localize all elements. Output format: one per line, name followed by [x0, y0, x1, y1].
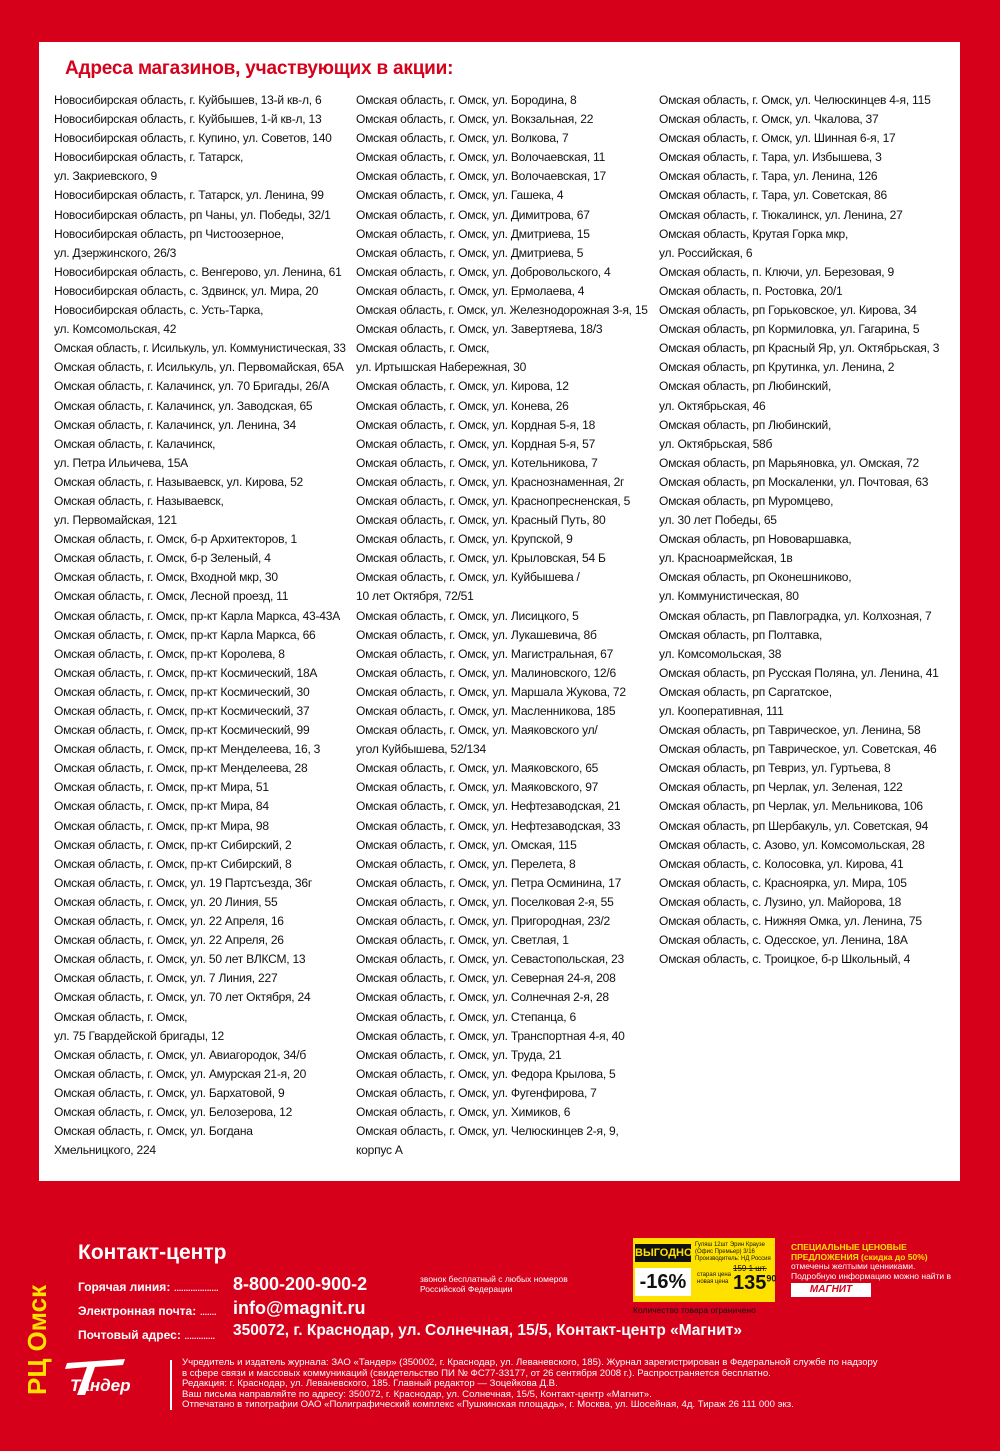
address-line: Новосибирская область, рп Чистоозерное,	[54, 226, 284, 241]
address-line: Новосибирская область, г. Татарск,	[54, 150, 244, 165]
address-line: Омская область, г. Омск, ул. Красный Путь, 80	[356, 513, 606, 528]
address-line: Омская область, г. Омск, ул. Маршала Жукова, 72	[356, 684, 626, 699]
address-line: Омская область, г. Омск, ул. Ермолаева, 4	[356, 283, 585, 298]
postal-label: Почтовый адрес: .............	[78, 1328, 215, 1342]
address-line: Омская область, рп Шербакуль, ул. Советская, 94	[659, 818, 929, 833]
address-line: Омская область, г. Омск, ул. Белозерова, 12	[54, 1104, 293, 1119]
address-line: Омская область, с. Колосовка, ул. Кирова, 41	[659, 856, 904, 871]
address-line: Омская область, г. Омск, ул. Краснопресненская, 5	[356, 493, 631, 508]
address-line: Омская область, г. Омск, ул. Маяковского, 65	[356, 761, 599, 776]
address-line: Омская область, г. Омск, ул. Железнодорожная 3-я, 15	[356, 303, 648, 318]
address-line: ул. Иртышская Набережная, 30	[356, 360, 527, 375]
postal-address: 350072, г. Краснодар, ул. Солнечная, 15/5, Контакт-центр «Магнит»	[233, 1322, 742, 1339]
address-line: Омская область, п. Ключи, ул. Березовая, 9	[659, 264, 894, 279]
address-line: Омская область, г. Омск, ул. Малиновского, 12/6	[356, 665, 616, 680]
promo-badge: ВЫГОДНО	[635, 1244, 691, 1262]
address-line: ул. Октябрьская, 46	[659, 398, 766, 413]
address-line: Новосибирская область, с. Венгерово, ул. Ленина, 61	[54, 264, 342, 279]
address-line: Омская область, г. Омск, ул. Федора Крылова, 5	[356, 1066, 616, 1081]
address-line: Омская область, г. Называевск, ул. Кирова, 52	[54, 474, 304, 489]
promo-new-price: $135^{90}$	[733, 1272, 777, 1294]
address-line: Омская область, г. Омск, ул. 20 Линия, 55	[54, 894, 278, 909]
address-line: Омская область, с. Лузино, ул. Майорова, 18	[659, 894, 902, 909]
address-line: Омская область, г. Омск, ул. Конева, 26	[356, 398, 569, 413]
email-label: Электронная почта: .......	[78, 1304, 216, 1318]
address-line: Новосибирская область, г. Куйбышев, 1-й кв-л, 13	[54, 112, 322, 127]
address-line: Омская область, г. Калачинск, ул. Заводская, 65	[54, 398, 313, 413]
address-line: Омская область, г. Омск, ул. Волочаевская, 11	[356, 150, 606, 165]
magnit-logo: МАГНИТ	[791, 1283, 871, 1297]
address-line: Новосибирская область, г. Татарск, ул. Ленина, 99	[54, 188, 324, 203]
address-column-1	[54, 91, 354, 1160]
address-line: Омская область, г. Омск, ул. Добровольского, 4	[356, 264, 611, 279]
address-line: Омская область, г. Калачинск,	[54, 436, 216, 451]
address-line: Омская область, г. Омск, пр-кт Сибирский, 2	[54, 837, 292, 852]
address-line: корпус А	[356, 1143, 403, 1158]
address-line: Омская область, г. Называевск,	[54, 493, 224, 508]
address-line: Омская область, г. Омск, ул. Челюскинцев 2-я, 9,	[356, 1124, 619, 1139]
promo-product-text: Гуляш 12шт Эрин Краузе (Офис Премьер) 3/16 Производитель: НД Россия	[695, 1242, 771, 1262]
region-label: РЦ Омск	[22, 1284, 52, 1395]
address-line: 10 лет Октября, 72/51	[356, 589, 474, 604]
address-line: Омская область, г. Омск,	[54, 1009, 188, 1024]
promo-note: Количество товара ограничено	[633, 1305, 756, 1315]
address-line: Омская область, Крутая Горка мкр,	[659, 226, 849, 241]
logo-divider	[170, 1360, 172, 1410]
address-line: Омская область, г. Омск, ул. Фугенфирова, 7	[356, 1085, 597, 1100]
address-line: ул. Российская, 6	[659, 245, 753, 260]
address-line: Омская область, г. Омск,	[356, 341, 490, 356]
address-line: Омская область, г. Омск, Лесной проезд, 11	[54, 589, 289, 604]
address-line: Омская область, г. Калачинск, ул. Ленина, 34	[54, 417, 296, 432]
address-line: Омская область, рп Таврическое, ул. Ленина, 58	[659, 723, 921, 738]
address-line: ул. Петра Ильичева, 15А	[54, 455, 188, 470]
address-line: Омская область, г. Омск, пр-кт Мира, 98	[54, 818, 269, 833]
address-line: Омская область, г. Омск, ул. Масленникова, 185	[356, 704, 616, 718]
address-line: ул. Комсомольская, 42	[54, 322, 177, 337]
address-frame	[25, 25, 975, 1198]
email-link[interactable]: info@magnit.ru	[233, 1298, 366, 1318]
address-line: ул. Первомайская, 121	[54, 513, 177, 528]
address-line: Омская область, рп Русская Поляна, ул. Ленина, 41	[659, 665, 939, 680]
address-line: Омская область, г. Исилькуль, ул. Первомайская, 65А	[54, 360, 344, 375]
address-line: Омская область, г. Омск, ул. Волкова, 7	[356, 131, 569, 146]
special-offers-text: СПЕЦИАЛЬНЫЕ ЦЕНОВЫЕ ПРЕДЛОЖЕНИЯ (скидка до 50%) отмечены желтыми ценниками. Подробную информацию можно найти в	[791, 1242, 952, 1281]
address-line: Омская область, г. Омск, ул. Котельникова, 7	[356, 455, 598, 470]
fine-print-line: Ваш письма направляйте по адресу: 350072, г. Краснодар, ул. Солнечная, 15/5, Контакт-центр «Магнит».	[182, 1388, 652, 1400]
address-line: Омская область, г. Омск, ул. Транспортная 4-я, 40	[356, 1028, 625, 1043]
address-line: Омская область, г. Омск, ул. Бархатовой, 9	[54, 1085, 285, 1100]
fine-print-line: Редакция: г. Краснодар, ул. Леваневского, 185. Главный редактор — Зоцейкова Д.В.	[182, 1378, 558, 1389]
address-line: Омская область, п. Ростовка, 20/1	[659, 283, 843, 298]
address-line: Омская область, г. Тара, ул. Избышева, 3	[659, 150, 882, 165]
address-line: Омская область, г. Омск, пр-кт Мира, 51	[54, 780, 269, 795]
address-line: Омская область, с. Одесское, ул. Ленина, 18А	[659, 933, 908, 948]
contact-center-title: Контакт-центр	[78, 1241, 227, 1264]
address-line: Новосибирская область, с. Здвинск, ул. Мира, 20	[54, 283, 319, 298]
address-line: Омская область, г. Омск, пр-кт Карла Маркса, 43-43А	[54, 608, 341, 623]
hotline-label: Горячая линия: ...................	[78, 1280, 219, 1294]
address-line: Новосибирская область, г. Купино, ул. Советов, 140	[54, 131, 332, 146]
address-line: Омская область, рп Оконешниково,	[659, 570, 852, 585]
address-line: Омская область, г. Омск, пр-кт Менделеева, 28	[54, 761, 308, 776]
address-line: Омская область, г. Омск, б-р Зеленый, 4	[54, 551, 271, 566]
address-line: Омская область, г. Омск, ул. Амурская 21-я, 20	[54, 1066, 307, 1081]
address-line: Омская область, рп Любинский,	[659, 379, 832, 394]
address-line: ул. 30 лет Победы, 65	[659, 513, 777, 528]
address-line: Омская область, г. Омск, ул. Северная 24-я, 208	[356, 971, 616, 986]
address-line: Омская область, рп Любинский,	[659, 417, 832, 432]
address-line: Омская область, г. Омск, ул. Шинная 6-я, 17	[659, 131, 896, 146]
address-line: Омская область, рп Таврическое, ул. Советская, 46	[659, 742, 937, 757]
address-line: ул. Закриевского, 9	[54, 169, 157, 184]
address-line: Омская область, г. Омск, пр-кт Менделеева, 16, 3	[54, 742, 321, 757]
address-line: Омская область, г. Тара, ул. Советская, 86	[659, 188, 887, 203]
address-line: Омская область, г. Исилькуль, ул. Коммунистическая, 33	[54, 341, 346, 356]
address-line: Омская область, г. Омск, ул. Светлая, 1	[356, 933, 569, 948]
address-line: Омская область, г. Омск, ул. Гашека, 4	[356, 188, 564, 203]
address-line: Омская область, г. Омск, ул. Маяковского ул/	[356, 723, 598, 738]
address-line: Омская область, рп Марьяновка, ул. Омская, 72	[659, 455, 919, 470]
address-line: Хмельницкого, 224	[54, 1143, 156, 1158]
tander-logo-text: Тандер	[70, 1376, 131, 1395]
address-line: ул. Кооперативная, 111	[659, 704, 784, 718]
address-line: Омская область, г. Омск, ул. Химиков, 6	[356, 1104, 571, 1119]
address-line: Омская область, г. Омск, ул. Кордная 5-я, 18	[356, 417, 596, 432]
address-line: Омская область, г. Омск, ул. Кирова, 12	[356, 379, 569, 394]
fine-print-line: Учредитель и издатель журнала: ЗАО «Тандер» (350002, г. Краснодар, ул. Леваневского, 185). Журнал зарегистрирован в Федеральной службе по надзору	[182, 1357, 878, 1368]
address-line: Омская область, г. Омск, ул. Дмитриева, 15	[356, 226, 590, 241]
address-line: Омская область, г. Омск, ул. Перелета, 8	[356, 856, 576, 871]
address-line: Омская область, рп Нововаршавка,	[659, 532, 852, 547]
promo-price-tag	[633, 1238, 775, 1302]
address-line: Омская область, г. Омск, ул. Краснознаменная, 2г	[356, 474, 625, 489]
address-line: Омская область, г. Омск, ул. 7 Линия, 227	[54, 971, 278, 986]
address-line: Омская область, с. Азово, ул. Комсомольская, 28	[659, 837, 925, 852]
promo-price-labels: старая цена новая цена	[697, 1272, 731, 1285]
hotline-number[interactable]: 8-800-200-900-2	[233, 1274, 368, 1294]
address-line: Новосибирская область, рп Чаны, ул. Победы, 32/1	[54, 207, 331, 222]
address-line: Омская область, г. Омск, пр-кт Мира, 84	[54, 799, 269, 814]
address-line: Омская область, г. Омск, ул. Крыловская, 54 Б	[356, 551, 606, 566]
address-line: Омская область, г. Тара, ул. Ленина, 126	[659, 169, 878, 184]
address-line: Омская область, г. Омск, ул. Богдана	[54, 1124, 253, 1139]
hotline-note: звонок бесплатный с любых номеров Российской Федерации	[420, 1274, 568, 1294]
address-line: Омская область, рп Красный Яр, ул. Октябрьская, 3	[659, 341, 940, 356]
address-line: Омская область, г. Омск, ул. Петра Осминина, 17	[356, 875, 622, 890]
page-title: Адреса магазинов, участвующих в акции:	[65, 58, 454, 79]
publisher-fine-print	[182, 1358, 962, 1411]
address-line: Омская область, г. Омск, ул. Маяковского, 97	[356, 780, 599, 795]
address-line: Омская область, г. Омск, ул. Авиагородок, 34/б	[54, 1047, 307, 1062]
address-line: Омская область, г. Омск, ул. 22 Апреля, 16	[54, 914, 284, 929]
address-line: Омская область, г. Омск, ул. Волочаевская, 17	[356, 169, 606, 184]
address-panel	[39, 42, 960, 1181]
address-line: Новосибирская область, с. Усть-Тарка,	[54, 303, 264, 318]
address-line: ул. Октябрьская, 58б	[659, 436, 773, 451]
address-line: Омская область, г. Омск, ул. Вокзальная, 22	[356, 112, 594, 127]
address-line: Омская область, г. Калачинск, ул. 70 Бригады, 26/А	[54, 379, 330, 394]
address-line: Омская область, г. Омск, ул. Дмитриева, 5	[356, 245, 584, 260]
address-line: Новосибирская область, г. Куйбышев, 13-й кв-л, 6	[54, 93, 322, 107]
address-line: ул. Комсомольская, 38	[659, 646, 782, 661]
address-line: Омская область, г. Омск, ул. Завертяева, 18/3	[356, 322, 603, 337]
address-line: Омская область, г. Омск, ул. Челюскинцев 4-я, 115	[659, 93, 931, 107]
address-line: Омская область, рп Москаленки, ул. Почтовая, 63	[659, 474, 929, 489]
address-line: ул. Красноармейская, 1в	[659, 551, 793, 566]
address-column-2	[356, 91, 656, 1160]
address-line: Омская область, г. Омск, ул. Пригородная, 23/2	[356, 914, 610, 929]
address-line: Омская область, с. Красноярка, ул. Мира, 105	[659, 875, 907, 890]
address-line: Омская область, г. Омск, ул. Кордная 5-я, 57	[356, 436, 596, 451]
address-line: Омская область, г. Омск, пр-кт Карла Маркса, 66	[54, 627, 316, 642]
address-line: Омская область, рп Кормиловка, ул. Гагарина, 5	[659, 322, 920, 337]
address-line: Омская область, рп Саргатское,	[659, 684, 832, 699]
address-line: Омская область, рп Тевриз, ул. Гуртьева, 8	[659, 761, 891, 776]
fine-print-line: Отпечатано в типографии ОАО «Полиграфический комплекс «Пушкинская площадь», г. Москва, ул. Шосейная, 4д. Тираж 26 111 000 экз.	[182, 1399, 794, 1410]
address-line: Омская область, г. Омск, ул. Омская, 115	[356, 837, 577, 852]
address-line: Омская область, г. Омск, пр-кт Космический, 37	[54, 704, 310, 718]
address-line: Омская область, с. Троицкое, б-р Школьный, 4	[659, 952, 911, 967]
address-line: Омская область, г. Омск, пр-кт Королева, 8	[54, 646, 285, 661]
address-line: Омская область, г. Омск, ул. 19 Партсъезда, 36г	[54, 875, 312, 890]
address-line: ул. Коммунистическая, 80	[659, 589, 799, 604]
address-line: Омская область, г. Омск, ул. Бородина, 8	[356, 93, 577, 107]
address-line: Омская область, рп Муромцево,	[659, 493, 834, 508]
address-line: Омская область, г. Омск, пр-кт Сибирский, 8	[54, 856, 292, 871]
address-line: Омская область, г. Омск, ул. Лисицкого, 5	[356, 608, 579, 623]
address-line: Омская область, г. Омск, ул. Нефтезаводская, 21	[356, 799, 621, 814]
address-line: Омская область, г. Омск, пр-кт Космический, 18А	[54, 665, 318, 680]
address-column-3	[659, 91, 959, 969]
address-line: Омская область, г. Омск, ул. Степанца, 6	[356, 1009, 576, 1024]
address-line: Омская область, г. Омск, ул. Чкалова, 37	[659, 112, 879, 127]
address-line: Омская область, рп Черлак, ул. Мельникова, 106	[659, 799, 923, 814]
address-line: Омская область, г. Омск, ул. 50 лет ВЛКСМ, 13	[54, 952, 306, 967]
promo-old-price: 159 1 шт.	[733, 1264, 767, 1273]
address-line: Омская область, г. Омск, пр-кт Космический, 30	[54, 684, 310, 699]
address-line: Омская область, г. Омск, ул. Труда, 21	[356, 1047, 562, 1062]
address-line: Омская область, с. Нижняя Омка, ул. Ленина, 75	[659, 914, 922, 929]
address-line: Омская область, рп Горьковское, ул. Кирова, 34	[659, 303, 917, 318]
address-line: ул. Дзержинского, 26/3	[54, 245, 177, 260]
address-line: Омская область, г. Омск, ул. Крупской, 9	[356, 532, 573, 547]
address-line: Омская область, г. Омск, ул. Димитрова, 67	[356, 207, 590, 222]
address-line: Омская область, г. Омск, б-р Архитекторов, 1	[54, 532, 297, 547]
address-line: Омская область, г. Омск, ул. 22 Апреля, 26	[54, 933, 284, 948]
address-line: Омская область, рп Крутинка, ул. Ленина, 2	[659, 360, 895, 375]
address-line: угол Куйбышева, 52/134	[356, 742, 486, 757]
address-line: Омская область, рп Черлак, ул. Зеленая, 122	[659, 780, 903, 795]
address-line: Омская область, г. Омск, ул. Куйбышева /	[356, 570, 580, 585]
address-line: Омская область, г. Омск, ул. Поселковая 2-я, 55	[356, 894, 614, 909]
address-line: Омская область, г. Омск, ул. Севастопольская, 23	[356, 952, 624, 967]
address-line: Омская область, г. Омск, ул. Солнечная 2-я, 28	[356, 990, 609, 1005]
address-line: Омская область, г. Тюкалинск, ул. Ленина, 27	[659, 207, 903, 222]
address-line: Омская область, г. Омск, Входной мкр, 30	[54, 570, 278, 585]
address-line: ул. 75 Гвардейской бригады, 12	[54, 1028, 224, 1043]
address-line: Омская область, г. Омск, ул. Магистральная, 67	[356, 646, 614, 661]
address-line: Омская область, рп Полтавка,	[659, 627, 823, 642]
promo-discount: -16%	[635, 1268, 691, 1296]
address-line: Омская область, г. Омск, ул. Нефтезаводская, 33	[356, 818, 621, 833]
fine-print-line: в сфере связи и массовых коммуникаций (свидетельство ПИ № ФС77-33177, от 26 сентября 2008 г.). Распространяется бесплатно.	[182, 1367, 771, 1379]
address-line: Омская область, г. Омск, ул. Лукашевича, 8б	[356, 627, 597, 642]
address-line: Омская область, г. Омск, ул. 70 лет Октября, 24	[54, 990, 311, 1005]
address-line: Омская область, рп Павлоградка, ул. Колхозная, 7	[659, 608, 932, 623]
address-line: Омская область, г. Омск, пр-кт Космический, 99	[54, 723, 310, 738]
